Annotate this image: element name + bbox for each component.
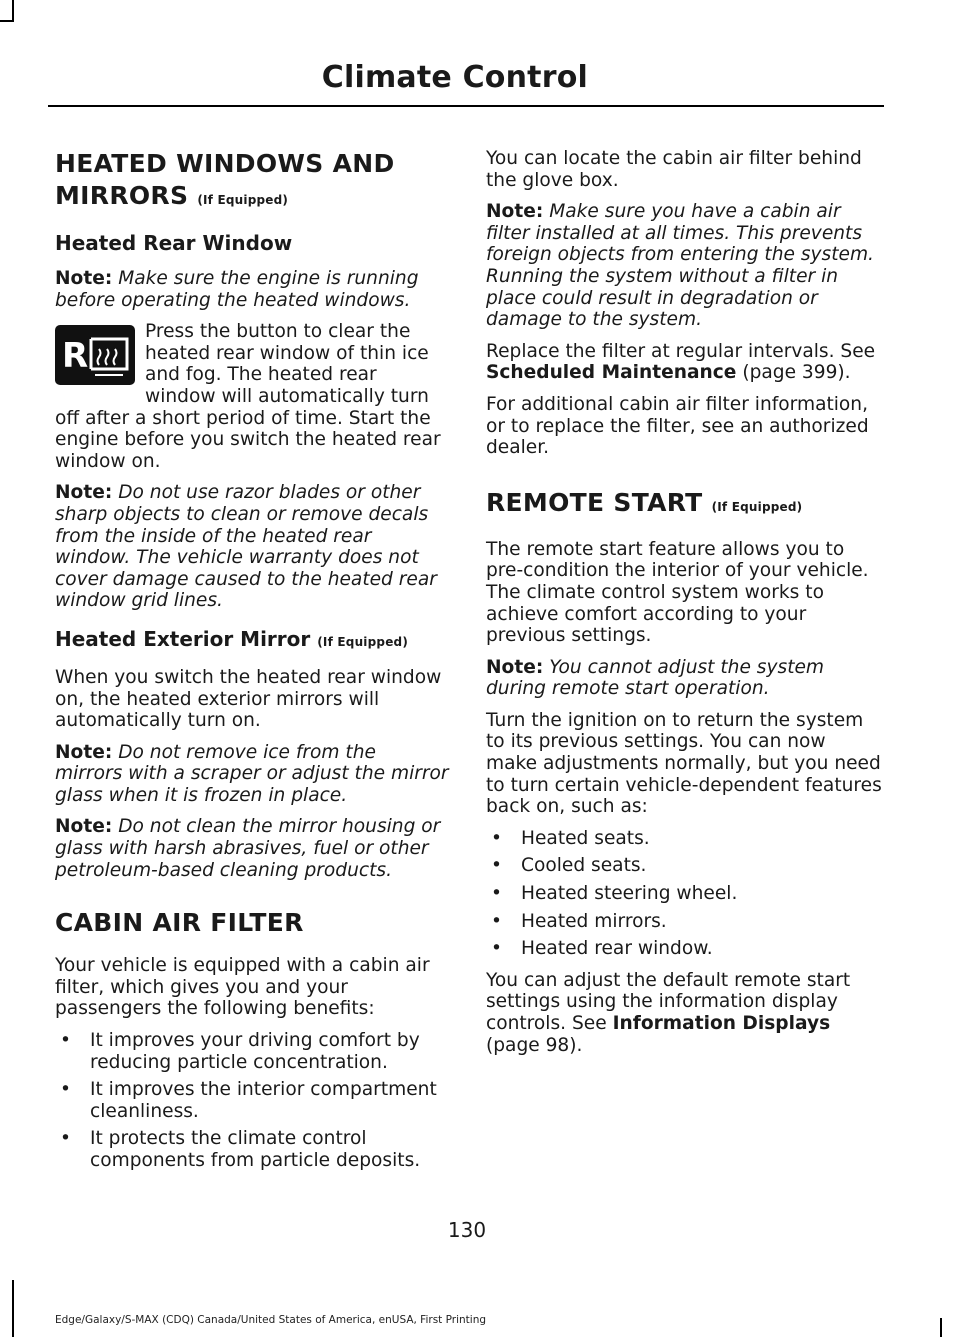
list-item: • It improves your driving comfort by reducing particle concentration.	[55, 1030, 449, 1073]
list-item: • Heated steering wheel.	[486, 883, 882, 905]
scheduled-maintenance-link[interactable]: Scheduled Maintenance	[486, 362, 737, 384]
note-paragraph: Note: Make sure you have a cabin air filter installed at all times. This prevents foreign objects from entering the system. Running the system without a filter in place could result in degradation or damage to the system.	[486, 201, 874, 331]
cabin-benefits-list	[55, 1030, 449, 1172]
heated-rear-window-icon	[55, 325, 135, 385]
note-paragraph: Note: Do not use razor blades or other sharp objects to clean or remove decals from the inside of the heated rear window. The vehicle warranty does not cover damage caused to the heated rear window grid lines.	[55, 482, 437, 612]
list-item: • Cooled seats.	[486, 855, 882, 877]
additional-info-paragraph: For additional cabin air filter information, or to replace the filter, see an authorized dealer.	[486, 393, 869, 459]
remote-intro-paragraph: The remote start feature allows you to pre-condition the interior of your vehicle. The climate control system works to achieve comfort according to your previous settings.	[486, 538, 869, 647]
subsection-title-heated-rear-window: Heated Rear Window	[55, 231, 293, 255]
crop-mark	[12, 1280, 14, 1337]
subsection-title-heated-exterior-mirror: Heated Exterior Mirror (If Equipped)	[55, 626, 409, 651]
note-paragraph: Note: Do not remove ice from the mirrors with a scraper or adjust the mirror glass when it is frozen in place.	[55, 741, 449, 806]
list-item: • Heated rear window.	[486, 938, 882, 960]
svg-text:R: R	[62, 336, 89, 377]
section-title-heated-windows: HEATED WINDOWS AND	[55, 149, 395, 178]
list-item: • Heated seats.	[486, 828, 882, 850]
if-equipped-label: (If Equipped)	[197, 193, 289, 207]
crop-mark	[12, 0, 14, 20]
features-list	[486, 828, 882, 960]
adjust-paragraph: You can adjust the default remote start settings using the information display controls. See Information Displays (page 98).	[486, 969, 851, 1056]
cabin-intro-paragraph: Your vehicle is equipped with a cabin air filter, which gives you and your passengers the following benefits:	[55, 955, 430, 1020]
crop-mark	[940, 1318, 942, 1337]
section-title-heated-windows-line2: MIRRORS (If Equipped)	[55, 181, 289, 210]
list-item: • It protects the climate control components from particle deposits.	[55, 1128, 449, 1171]
ignition-paragraph: Turn the ignition on to return the system to its previous settings. You can now make adjustments normally, but you need to turn certain vehicle-dependent features back on, such as:	[486, 709, 882, 818]
locate-paragraph: You can locate the cabin air filter behind the glove box.	[486, 148, 862, 191]
left-column	[55, 148, 449, 1182]
replace-paragraph: Replace the filter at regular intervals. See Scheduled Maintenance (page 399).	[486, 340, 876, 384]
information-displays-link[interactable]: Information Displays	[612, 1013, 831, 1034]
list-item: • It improves the interior compartment cleanliness.	[55, 1079, 449, 1122]
note-paragraph: Note: Make sure the engine is running before operating the heated windows.	[55, 268, 419, 311]
heated-rear-window-paragraph: R Press the button to clear the heated rear window of thin ice and fog. The heated rear window will automatically turn off after a short period of time. Start the engine before you switch the heated rear window on.	[55, 321, 441, 472]
page-number: 130	[447, 1218, 487, 1242]
section-title-cabin-air-filter: CABIN AIR FILTER	[55, 908, 304, 938]
note-paragraph: Note: Do not clean the mirror housing or glass with harsh abrasives, fuel or other petroleum-based cleaning products.	[55, 816, 441, 881]
header-rule	[48, 105, 884, 107]
footer-edition: Edge/Galaxy/S-MAX (CDQ) Canada/United States of America, enUSA, First Printing	[55, 1314, 487, 1326]
list-item: • Heated mirrors.	[486, 911, 882, 933]
section-title-remote-start: REMOTE START (If Equipped)	[486, 487, 803, 517]
crop-mark	[0, 20, 14, 22]
if-equipped-label: (If Equipped)	[317, 634, 409, 649]
right-column	[486, 148, 882, 1066]
note-paragraph: Note: You cannot adjust the system during remote start operation.	[486, 656, 825, 700]
page-header-title: Climate Control	[321, 60, 588, 95]
if-equipped-label: (If Equipped)	[711, 499, 803, 514]
mirror-paragraph: When you switch the heated rear window on, the heated exterior mirrors will automatically turn on.	[55, 666, 442, 732]
